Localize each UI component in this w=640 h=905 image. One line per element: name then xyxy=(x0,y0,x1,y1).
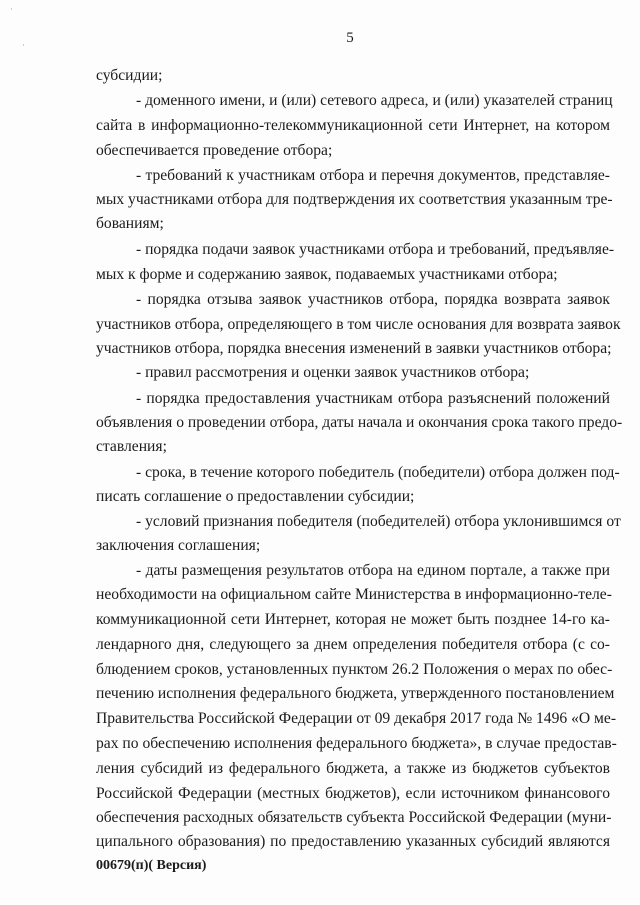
page-number: 5 xyxy=(346,30,354,46)
text-line: объявления о проведении отбора, даты начала и окончания срока такого предо- xyxy=(96,414,623,431)
text-line: - порядка подачи заявок участниками отбора и требований, предъявляе- xyxy=(136,241,615,258)
text-line: обеспечивается проведение отбора; xyxy=(96,142,333,159)
text-line: коммуникационной сети Интернет, которая не может быть позднее 14-го ка- xyxy=(96,611,610,628)
text-line: - доменного имени, и (или) сетевого адреса, и (или) указателей страниц xyxy=(136,92,613,109)
text-line: блюдением сроков, установленных пунктом 26.2 Положения о мерах по обес- xyxy=(96,661,613,678)
text-line: писать соглашение о предоставлении субсидии; xyxy=(96,488,415,505)
text-line: мых к форме и содержанию заявок, подаваемых участниками отбора; xyxy=(96,266,558,283)
text-line: печению исполнения федерального бюджета, утвержденного постановлением xyxy=(96,685,615,702)
text-line: бованиям; xyxy=(96,215,164,232)
text-line: обеспечения расходных обязательств субъекта Российской Федерации (муни- xyxy=(96,809,612,826)
text-line: рах по обеспечению исполнения федерального бюджета», в случае предостав- xyxy=(96,735,617,752)
text-line: Российской Федерации (местных бюджетов), если источником финансового xyxy=(96,785,610,802)
text-line: - порядка предоставления участникам отбора разъяснений положений xyxy=(136,390,610,407)
document-footer-code: 00679(п)( Версия) xyxy=(96,858,207,873)
text-line: ципального образования) по предоставлению указанных субсидий являются xyxy=(96,833,610,850)
text-line: - даты размещения результатов отбора на едином портале, а также при xyxy=(136,562,610,579)
text-line: - порядка отзыва заявок участников отбора, порядка возврата заявок xyxy=(136,291,610,308)
text-line: сайта в информационно-телекоммуникационной сети Интернет, на котором xyxy=(96,117,610,134)
text-line: участников отбора, определяющего в том числе основания для возврата заявок xyxy=(96,316,621,333)
text-line: мых участниками отбора для подтверждения их соответствия указанным тре- xyxy=(96,191,613,208)
text-line: ления субсидий из федерального бюджета, а также из бюджетов субъектов xyxy=(96,760,610,777)
scan-mark: · xyxy=(22,40,25,50)
text-line: - условий признания победителя (победителей) отбора уклонившимся от xyxy=(136,513,621,530)
text-line: необходимости на официальном сайте Министерства в информационно-теле- xyxy=(96,586,612,603)
text-line: участников отбора, порядка внесения изменений в заявки участников отбора; xyxy=(96,340,612,357)
scan-mark: · xyxy=(10,4,13,14)
text-line: ставления; xyxy=(96,438,167,455)
text-line: заключения соглашения; xyxy=(96,537,261,554)
text-line: - срока, в течение которого победитель (победители) отбора должен под- xyxy=(136,464,620,481)
text-line: субсидии; xyxy=(96,67,163,84)
text-line: - требований к участникам отбора и перечня документов, представляе- xyxy=(136,167,610,184)
text-line: - правил рассмотрения и оценки заявок участников отбора; xyxy=(136,364,530,381)
text-line: Правительства Российской Федерации от 09 декабря 2017 года № 1496 «О ме- xyxy=(96,710,617,727)
text-line: лендарного дня, следующего за днем определения победителя отбора (с со- xyxy=(96,636,610,653)
